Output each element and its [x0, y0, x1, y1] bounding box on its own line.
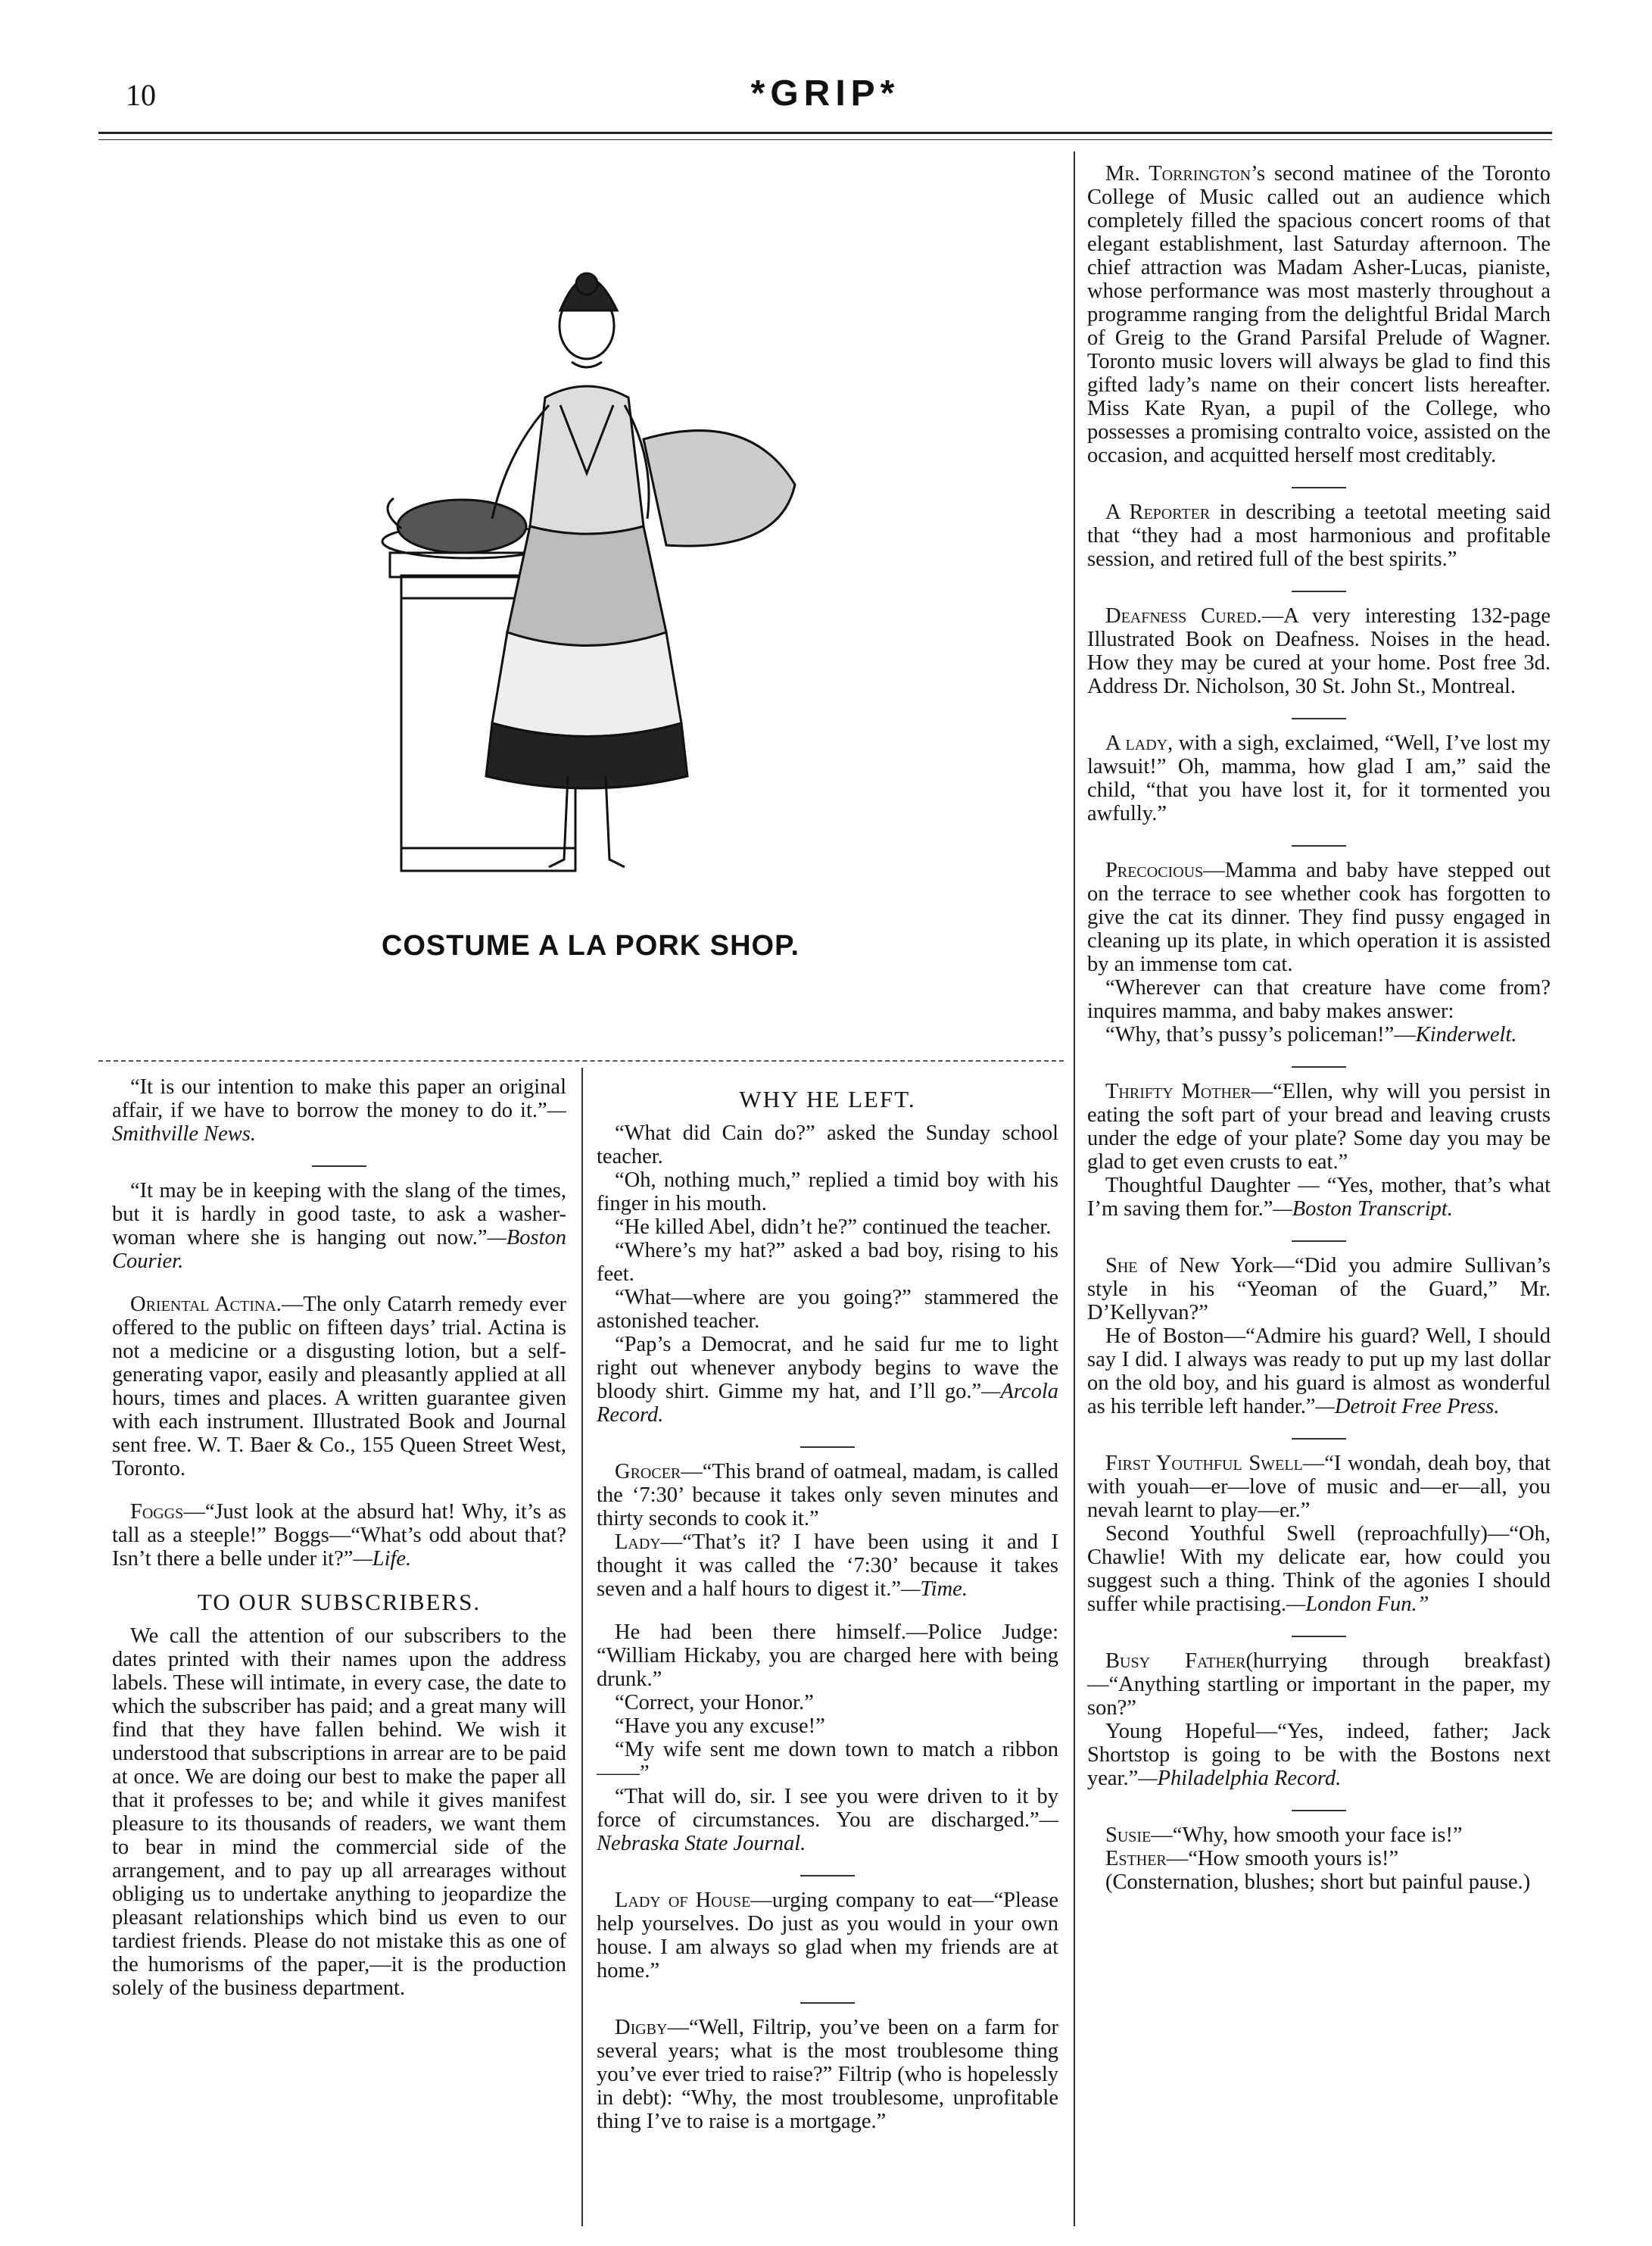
subscribers-title: TO OUR SUBSCRIBERS. [197, 1589, 482, 1615]
item-lady-of-house: Lady of House—urging company to eat—“Please help yourselves. Do just as you would in your own house. I am always so glad when my friends are at home.” [597, 1889, 1058, 1982]
item-she-of-new-york: She of New York—“Did you admire Sullivan’s style in his “Yeoman of the Guard,” Mr. D’Kellyvan?” He of Boston—“Admire his guard? Well, I should say I did. I always was ready to put up my last dollar on the old boy, and his guard is almost as wonderful as his terrible left hander.”—Detroit Free Press. [1087, 1254, 1551, 1418]
why-he-left-title: WHY HE LEFT. [739, 1086, 916, 1112]
header-rule-thin [98, 139, 1552, 140]
item-oriental-actina: Oriental Actina.—The only Catarrh remedy ever offered to the public on fifteen days’ trial. Actina is not a medicine or a disgusting lotion, but a self-generating vapor, easily and pleasantly applied at all hours, times and places. A written guarantee given with each instrument. Illustrated Book and Journal sent free. W. T. Baer & Co., 155 Queen Street West, Toronto. [112, 1293, 566, 1480]
column-right [1087, 162, 1551, 1914]
column-middle [597, 1084, 1058, 2153]
illustration-separator [98, 1060, 1064, 1062]
masthead-title: *GRIP* [750, 73, 900, 114]
column-left [112, 1075, 566, 2020]
item-grocer-oatmeal: Grocer—“This brand of oatmeal, madam, is called the ‘7:30’ because it takes only seven minutes and thirty seconds to cook it.” Lady—“That’s it? I have been using it and I thought it was called the ‘7:30’ because it takes seven and a half hours to digest it.”—Time. [597, 1460, 1058, 1601]
bustle-ham [644, 431, 795, 546]
item-precocious: Precocious—Mamma and baby have stepped out on the terrace to see whether cook has forgotten to give the cat its dinner. They find pussy engaged in cleaning up its plate, in which operation it is assisted by an immense tom cat. “Wherever can that creature have come from? inquires mamma, and baby makes answer: “Why, that’s pussy’s policeman!”—Kinderwelt. [1087, 859, 1551, 1047]
item-foggs-boggs: Foggs—“Just look at the absurd hat! Why, it’s as tall as a steeple!” Boggs—“What’s odd about that? Isn’t there a belle under it?”—Life. [112, 1500, 566, 1571]
page-header [98, 73, 1552, 118]
item-thrifty-mother: Thrifty Mother—“Ellen, why will you persist in eating the soft part of your bread and leaving crusts under the edge of your plate? Some day you may be glad to get even crusts to eat.” Thoughtful Daughter — “Yes, mother, that’s what I’m saving them for.”—Boston Transcript. [1087, 1080, 1551, 1221]
item-reporter-teetotal: A Reporter in describing a teetotal meeting said that “they had a most harmonious and profitable session, and retired full of the best spirits.” [1087, 501, 1551, 571]
item-susie-esther: Susie—“Why, how smooth your face is!” Esther—“How smooth yours is!” (Consternation, blushes; short but painful pause.) [1105, 1823, 1531, 1894]
item-police-judge: He had been there himself.—Police Judge: “William Hickaby, you are charged here with being drunk.” “Correct, your Honor.” “Have you any excuse!” “My wife sent me down town to match a ribbon——” “That will do, sir. I see you were driven to it by force of circumstances. You are discharged.”—Nebraska State Journal. [597, 1621, 1058, 1855]
costume-illustration [356, 242, 840, 916]
item-youthful-swell: First Youthful Swell—“I wondah, deah boy, that with youah—er—love of music and—er—all, you nevah learnt to play—er.” Second Youthful Swell (reproachfully)—“Oh, Chawlie! With my delicate ear, how could you suggest such a thing. Think of the agonies I should suffer while practising.—London Fun.” [1087, 1452, 1551, 1616]
skirt-upper [507, 526, 666, 646]
header-rule-thick [98, 132, 1552, 134]
column-divider-left [581, 1068, 583, 2226]
skirt-middle [492, 632, 681, 737]
item-washer-woman: “It may be in keeping with the slang of the times, but it is hardly in good taste, to ask a washer-woman where she is hanging out now.”—Boston Courier. [112, 1179, 566, 1273]
item-original-affair: “It is our intention to make this paper an original affair, if we have to borrow the money to do it.”—Smithville News. [112, 1075, 566, 1146]
page-number: 10 [126, 78, 156, 112]
column-divider-right [1074, 151, 1075, 2226]
item-busy-father: Busy Father(hurrying through breakfast)—“Anything startling or important in the paper, my son?” Young Hopeful—“Yes, indeed, father; Jack Shortstop is going to be with the Bostons next year.”—Philadelphia Record. [1087, 1649, 1551, 1790]
item-why-he-left: “What did Cain do?” asked the Sunday school teacher. “Oh, nothing much,” replied a timid boy with his finger in his mouth. “He killed Abel, didn’t he?” continued the teacher. “Where’s my hat?” asked a bad boy, rising to his feet. “What—where are you going?” stammered the astonished teacher. “Pap’s a Democrat, and he said fur me to light right out whenever anybody begins to wave the bloody shirt. Gimme my hat, and I’ll go.”—Arcola Record. [597, 1121, 1058, 1427]
item-torrington-matinee: Mr. Torrington’s second matinee of the Toronto College of Music called out an audience which completely filled the spacious concert rooms of that elegant establishment, last Saturday afternoon. The chief attraction was Madam Asher-Lucas, pianiste, whose performance was most masterly throughout a programme ranging from the delightful Bridal March of Greig to the Grand Parsifal Prelude of Wagner. Toronto music lovers will always be glad to find this gifted lady’s name on their concert lists hereafter. Miss Kate Ryan, a pupil of the College, who possesses a promising contralto voice, assisted on the occasion, and acquitted herself most creditably. [1087, 162, 1551, 467]
roast-pig-shape [397, 500, 526, 553]
item-digby-filtrip: Digby—“Well, Filtrip, you’ve been on a farm for several years; what is the most troublesome thing you’ve ever tried to raise?” Filtrip (who is hopelessly in debt): “Why, the most troublesome, unprofitable thing I’ve to raise is a mortgage.” [597, 2016, 1058, 2133]
item-subscribers-notice: We call the attention of our subscribers to the dates printed with their names upon the address labels. These will intimate, in every case, the date to which the subscriber has paid; and a great many will find that they have fallen behind. We wish it understood that subscriptions in arrear are to be paid at once. We are doing our best to make the paper all that it professes to be; and while it gives manifest pleasure to its thousands of readers, we want them to bear in mind the commercial side of the arrangement, and to pay up all arrearages without obliging us to undertake anything to jeopardize the pleasant relationships which bind us even to our tardiest friends. Please do not mistake this as one of the humorisms of the paper,—it is the production solely of the business department. [112, 1624, 566, 2000]
item-lost-lawsuit: A lady, with a sigh, exclaimed, “Well, I’ve lost my lawsuit!” Oh, mamma, how glad I am,” said the child, “that you have lost it, for it tormented you awfully.” [1087, 732, 1551, 825]
item-deafness-cured: Deafness Cured.—A very interesting 132-page Illustrated Book on Deafness. Noises in the head. How they may be cured at your home. Post free 3d. Address Dr. Nicholson, 30 St. John St., Montreal. [1087, 604, 1551, 698]
illustration-caption: COSTUME A LA PORK SHOP. [381, 930, 800, 962]
